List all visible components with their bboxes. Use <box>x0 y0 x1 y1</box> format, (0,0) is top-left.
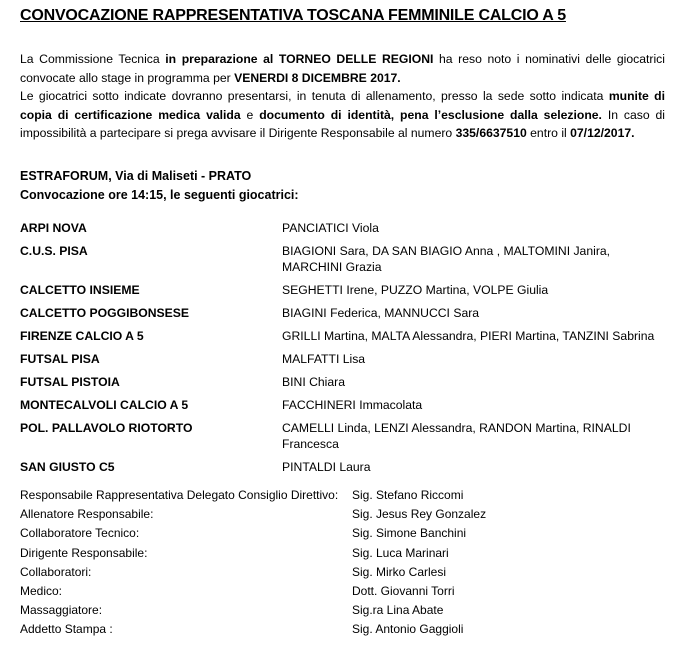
staff-role: Massaggiatore: <box>20 603 103 618</box>
staff-row <box>20 620 486 639</box>
team-row <box>20 351 670 367</box>
club-name: FIRENZE CALCIO A 5 <box>20 329 144 343</box>
club-name: FUTSAL PISTOIA <box>20 375 120 389</box>
staff-name: Sig. Luca Marinari <box>352 545 449 560</box>
player-names: BIAGIONI Sara, DA SAN BIAGIO Anna , MALTOMINI Janira, MARCHINI Grazia <box>282 244 611 274</box>
team-row <box>20 374 670 390</box>
document-title: CONVOCAZIONE RAPPRESENTATIVA TOSCANA FEMMINILE CALCIO A 5 <box>20 7 566 24</box>
team-row <box>20 420 670 452</box>
club-name: FUTSAL PISA <box>20 352 100 366</box>
staff-role: Collaboratore Tecnico: <box>20 526 140 541</box>
player-names: BINI Chiara <box>282 375 345 389</box>
staff-row <box>20 486 486 505</box>
staff-row <box>20 544 486 563</box>
team-row <box>20 243 670 275</box>
player-names: SEGHETTI Irene, PUZZO Martina, VOLPE Giulia <box>282 283 549 297</box>
text-run: VENERDI 8 DICEMBRE 2017. <box>234 70 401 85</box>
staff-name: Sig. Stefano Riccomi <box>352 488 464 502</box>
staff-name: Sig. Simone Banchini <box>352 526 467 541</box>
text-run: 07/12/2017. <box>570 126 635 140</box>
staff-row <box>20 505 486 524</box>
text-run: munite di copia di certificazione medica valida <box>20 89 665 122</box>
club-name: CALCETTO INSIEME <box>20 283 140 297</box>
staff-row <box>20 582 486 601</box>
text-run: La Commissione Tecnica <box>20 52 166 66</box>
venue-block <box>20 167 299 205</box>
team-row <box>20 282 670 298</box>
staff-role: Medico: <box>20 584 63 599</box>
staff-list <box>20 486 486 640</box>
text-run: 335/6637510 <box>455 126 527 140</box>
player-names: PANCIATICI Viola <box>282 221 379 235</box>
team-row <box>20 220 670 236</box>
text-run: entro il <box>526 126 571 140</box>
text-run: Le giocatrici sotto indicate dovranno presentarsi, in tenuta di allenamento, presso la sede sotto indicata <box>20 89 609 103</box>
player-names: FACCHINERI Immacolata <box>282 398 423 412</box>
teams-list <box>20 220 670 482</box>
text-run: documento di identità, pena l’esclusione dalla selezione. <box>259 107 602 122</box>
player-names: PINTALDI Laura <box>282 460 371 474</box>
club-name: C.U.S. PISA <box>20 244 88 258</box>
club-name: SAN GIUSTO C5 <box>20 460 115 474</box>
text-run: e <box>240 107 260 122</box>
team-row <box>20 397 670 413</box>
text-run: in preparazione al TORNEO DELLE REGIONI <box>165 52 434 66</box>
player-names: GRILLI Martina, MALTA Alessandra, PIERI Martina, TANZINI Sabrina <box>282 329 655 343</box>
team-row <box>20 328 670 344</box>
staff-role: Addetto Stampa : <box>20 622 113 637</box>
staff-row <box>20 563 486 582</box>
staff-name: Sig. Jesus Rey Gonzalez <box>352 507 487 522</box>
team-row <box>20 459 670 475</box>
intro-text <box>20 50 665 143</box>
club-name: CALCETTO POGGIBONSESE <box>20 306 190 320</box>
player-names: BIAGINI Federica, MANNUCCI Sara <box>282 306 480 320</box>
call-time: Convocazione ore 14:15, le seguenti giocatrici: <box>20 188 299 202</box>
staff-name: Dott. Giovanni Torri <box>352 584 455 599</box>
staff-name: Sig.ra Lina Abate <box>352 603 444 618</box>
staff-row <box>20 601 486 620</box>
venue-location: ESTRAFORUM, Via di Maliseti - PRATO <box>20 169 252 183</box>
intro-paragraph-1 <box>20 50 665 87</box>
staff-role: Allenatore Responsabile: <box>20 507 154 522</box>
team-row <box>20 305 670 321</box>
staff-name: Sig. Mirko Carlesi <box>352 564 447 579</box>
club-name: MONTECALVOLI CALCIO A 5 <box>20 398 189 412</box>
player-names: MALFATTI Lisa <box>282 352 366 366</box>
text-run: In caso di impossibilità a partecipare si prega avvisare il Dirigente Responsabile al numero <box>20 107 665 140</box>
staff-name: Sig. Antonio Gaggioli <box>352 622 464 637</box>
club-name: ARPI NOVA <box>20 221 87 235</box>
player-names: CAMELLI Linda, LENZI Alessandra, RANDON Martina, RINALDI Francesca <box>282 421 631 451</box>
intro-paragraph-2 <box>20 87 665 143</box>
staff-role: Responsabile Rappresentativa Delegato Consiglio Direttivo: <box>20 488 339 502</box>
text-run: ha reso noto i nominativi delle giocatrici convocate allo stage in programma per <box>20 52 665 85</box>
club-name: POL. PALLAVOLO RIOTORTO <box>20 421 193 435</box>
staff-role: Collaboratori: <box>20 564 92 579</box>
staff-role: Dirigente Responsabile: <box>20 545 148 560</box>
staff-row <box>20 524 486 543</box>
